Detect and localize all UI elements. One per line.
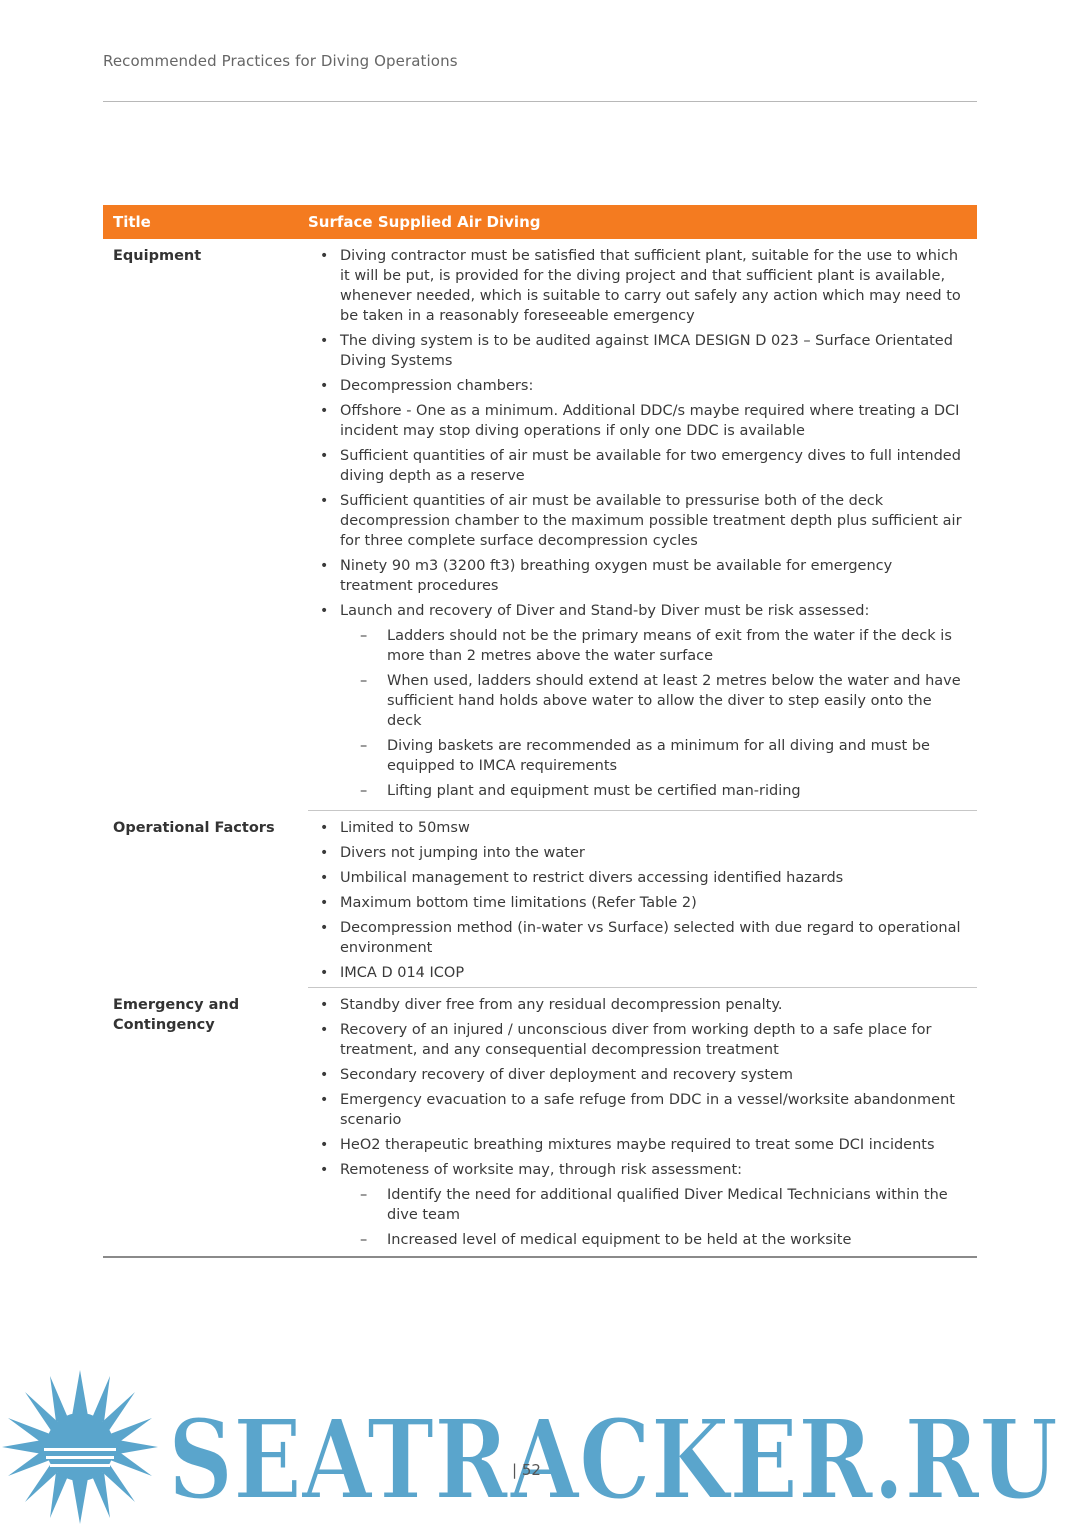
bullet-icon: • (320, 1022, 329, 1038)
bullet-icon: • (320, 845, 329, 861)
header-divider (103, 101, 977, 102)
row-label-equipment: Equipment (113, 248, 202, 264)
bullet-icon: • (320, 558, 329, 574)
list-item: • Limited to 50msw (320, 820, 470, 836)
list-item: • Sufficient quantities of air must be available for two emergency dives to full intended diving depth as a reserve (320, 448, 961, 484)
bullet-icon: • (320, 965, 329, 981)
list-item: • IMCA D 014 ICOP (320, 965, 465, 981)
dash-icon: – (360, 738, 368, 754)
list-item: • Launch and recovery of Diver and Stand-by Diver must be risk assessed: – Ladders should not be the primary means of exit from the water if the deck is more than 2 metres above the water surface – When used, ladders should extend at least 2 metres below the water and have sufficient hand holds above water to allow the diver to step easily onto the deck – Diving baskets are recommended as a minimum for all diving and must be equipped to IMCA requirements – Lifting plant and equipment must be certified man-riding (308, 601, 963, 801)
sub-list-item: – Identify the need for additional qualified Diver Medical Technicians within the dive team (360, 1187, 948, 1223)
table-row-operational-factors (103, 811, 977, 987)
bullet-icon: • (320, 1137, 329, 1153)
launch-recovery-sublist (340, 626, 963, 801)
diving-requirements-table (103, 205, 977, 1258)
list-item: • Umbilical management to restrict divers accessing identified hazards (320, 870, 844, 886)
list-item: • Decompression chambers: (320, 378, 534, 394)
bullet-icon: • (320, 1067, 329, 1083)
table-row-equipment (103, 239, 977, 810)
sub-list-item: – Diving baskets are recommended as a minimum for all diving and must be equipped to IMCA requirements (360, 738, 930, 774)
sub-list-item: – Increased level of medical equipment to be held at the worksite (360, 1232, 852, 1248)
table-row-emergency-contingency (103, 988, 977, 1254)
bullet-icon: • (320, 1162, 329, 1178)
running-header: Recommended Practices for Diving Operations (103, 52, 458, 70)
list-item: • The diving system is to be audited against IMCA DESIGN D 023 – Surface Orientated Diving Systems (320, 333, 953, 369)
list-item: • Standby diver free from any residual decompression penalty. (320, 997, 783, 1013)
list-item: • Divers not jumping into the water (320, 845, 585, 861)
bullet-icon: • (320, 895, 329, 911)
list-item: • Sufficient quantities of air must be available to pressurise both of the deck decompression chamber to the maximum possible treatment depth plus sufficient air for three complete surface decompression cycles (320, 493, 962, 549)
list-item: • Diving contractor must be satisfied that sufficient plant, suitable for the use to which it will be put, is provided for the diving project and that sufficient plant is available, whenever needed, which is suitable to carry out safely any action which may need to be taken in a reasonably foreseeable emergency (320, 248, 961, 324)
dash-icon: – (360, 1232, 368, 1248)
column-header-title: Title (113, 213, 151, 231)
column-header-surface-supplied-air-diving: Surface Supplied Air Diving (308, 213, 541, 231)
list-item: • Offshore - One as a minimum. Additional DDC/s maybe required where treating a DCI incident may stop diving operations if only one DDC is available (320, 403, 960, 439)
bullet-icon: • (320, 920, 329, 936)
bullet-icon: • (320, 997, 329, 1013)
operational-factors-list (308, 818, 963, 983)
bullet-icon: • (320, 248, 329, 264)
dash-icon: – (360, 673, 368, 689)
bullet-icon: • (320, 820, 329, 836)
list-item: • Ninety 90 m3 (3200 ft3) breathing oxygen must be available for emergency treatment procedures (320, 558, 893, 594)
bullet-icon: • (320, 403, 329, 419)
list-item: • Decompression method (in-water vs Surface) selected with due regard to operational environment (320, 920, 961, 956)
bullet-icon: • (320, 1092, 329, 1108)
row-label-operational-factors: Operational Factors (113, 820, 275, 836)
table-bottom-rule (103, 1256, 977, 1258)
bullet-icon: • (320, 333, 329, 349)
sub-list-item: – When used, ladders should extend at least 2 metres below the water and have sufficient hand holds above water to allow the diver to step easily onto the deck (360, 673, 961, 729)
bullet-icon: • (320, 603, 329, 619)
dash-icon: – (360, 1187, 368, 1203)
dash-icon: – (360, 628, 368, 644)
list-item: • Maximum bottom time limitations (Refer Table 2) (320, 895, 697, 911)
list-item: • Remoteness of worksite may, through risk assessment: – Identify the need for additional qualified Diver Medical Technicians within the dive team – Increased level of medical equipment to be held at the worksite (308, 1160, 963, 1250)
equipment-list (308, 246, 963, 801)
list-item: • HeO2 therapeutic breathing mixtures maybe required to treat some DCI incidents (320, 1137, 935, 1153)
dash-icon: – (360, 783, 368, 799)
watermark-text: SEATRACKER.RU (168, 1395, 1058, 1524)
list-item: • Emergency evacuation to a safe refuge from DDC in a vessel/worksite abandonment scenario (320, 1092, 955, 1128)
sub-list-item: – Ladders should not be the primary means of exit from the water if the deck is more than 2 metres above the water surface (360, 628, 952, 664)
bullet-icon: • (320, 870, 329, 886)
page-number: | 52 (512, 1461, 541, 1479)
emergency-contingency-list (308, 995, 963, 1250)
bullet-icon: • (320, 378, 329, 394)
list-item: • Secondary recovery of diver deployment and recovery system (320, 1067, 794, 1083)
remoteness-sublist (340, 1185, 963, 1250)
seatracker-watermark (0, 1368, 1080, 1527)
row-label-emergency-contingency: Emergency and Contingency (113, 997, 240, 1033)
sun-logo-icon (2, 1370, 158, 1524)
table-header-row (103, 205, 977, 239)
bullet-icon: • (320, 493, 329, 509)
sub-list-item: – Lifting plant and equipment must be certified man-riding (360, 783, 801, 799)
bullet-icon: • (320, 448, 329, 464)
list-item: • Recovery of an injured / unconscious diver from working depth to a safe place for treatment, and any consequential decompression treatment (320, 1022, 932, 1058)
